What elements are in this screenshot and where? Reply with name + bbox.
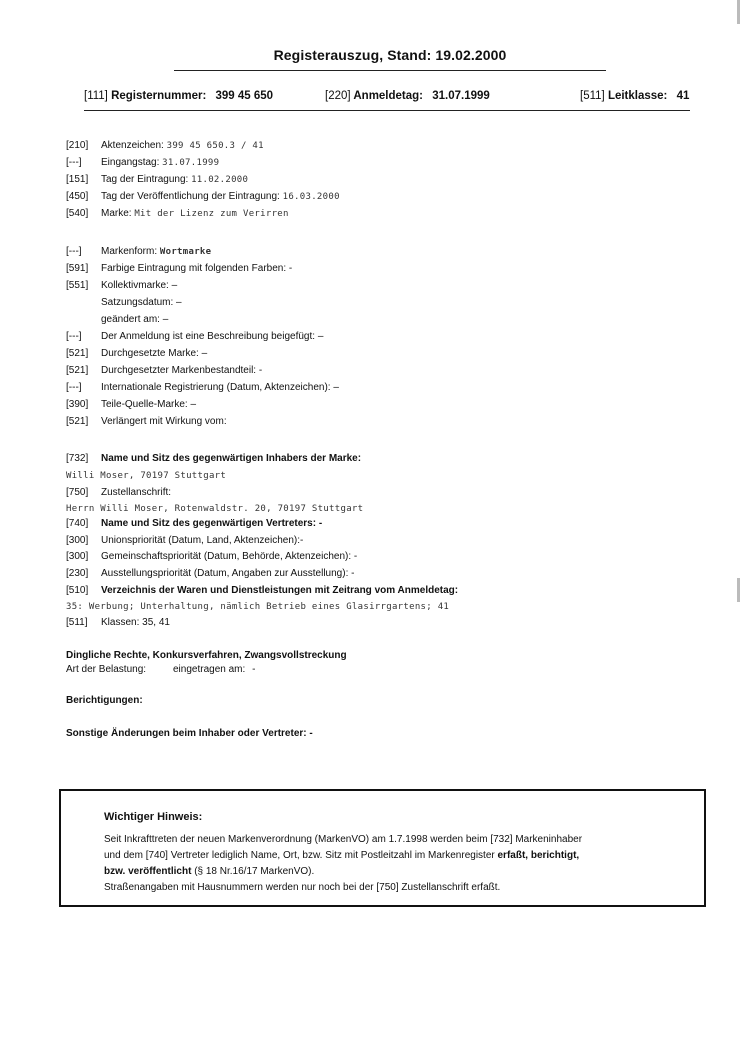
row-code: [300] — [66, 535, 89, 546]
sonstige-value: - — [309, 728, 313, 739]
row-code: [732] — [66, 453, 89, 464]
registernummer-value: 399 45 650 — [215, 90, 274, 102]
sonstige-label: Sonstige Änderungen beim Inhaber oder Vertreter: — [66, 728, 307, 739]
eingangstag-row — [66, 154, 219, 172]
internationale-registrierung-row — [66, 379, 339, 396]
warenverzeichnis-row — [66, 582, 458, 599]
eingetragen-label: eingetragen am: — [173, 664, 246, 675]
header-rule — [84, 110, 690, 111]
row-value: 16.03.2000 — [282, 192, 340, 202]
geaendert-row — [66, 311, 168, 328]
notice-line-3-emphasis: bzw. veröffentlicht — [104, 866, 192, 877]
row-value: – — [190, 399, 197, 410]
leitklasse-field — [580, 90, 689, 102]
row-value: - — [288, 263, 293, 274]
row-value: – — [201, 348, 208, 359]
row-value: 11.02.2000 — [191, 175, 249, 185]
anmeldetag-label: Anmeldetag: — [353, 90, 424, 102]
dingliche-rechte-heading: Dingliche Rechte, Konkursverfahren, Zwangsvollstreckung — [66, 650, 347, 661]
klassen-row — [66, 614, 170, 631]
gemeinschaftsprioritaet-row — [66, 548, 357, 565]
eintragung-row — [66, 171, 248, 189]
row-code: [---] — [66, 382, 82, 393]
zustellanschrift-row — [66, 484, 171, 501]
row-value: – — [176, 297, 182, 308]
anmeldetag-value: 31.07.1999 — [432, 90, 490, 102]
eingetragen-value: - — [252, 664, 256, 675]
markenform-row — [66, 243, 211, 261]
row-label: Der Anmeldung ist eine Beschreibung beigefügt: — [101, 331, 316, 342]
zustellanschrift-address: Herrn Willi Moser, Rotenwaldstr. 20, 70197 Stuttgart — [66, 504, 364, 514]
leitklasse-value: 41 — [676, 90, 690, 102]
row-label: Klassen: — [101, 617, 140, 628]
row-code: [151] — [66, 174, 89, 185]
row-value: - — [351, 568, 355, 579]
notice-line-2-text: und dem [740] Vertreter lediglich Name, Ort, bzw. Sitz mit Postleitzahl im Markenregister — [104, 850, 495, 861]
row-label: Verlängert mit Wirkung vom: — [101, 416, 227, 427]
row-label: Aktenzeichen: — [101, 140, 164, 151]
belastung-label: Art der Belastung: — [66, 664, 147, 675]
row-code: [521] — [66, 348, 89, 359]
row-label: Zustellanschrift: — [101, 487, 172, 498]
row-value: - — [300, 535, 304, 546]
leitklasse-code: [511] — [580, 90, 605, 102]
row-label: Tag der Veröffentlichung der Eintragung: — [101, 191, 280, 202]
row-code: [---] — [66, 157, 82, 168]
berichtigungen-heading: Berichtigungen: — [66, 695, 143, 706]
row-label: Eingangstag: — [101, 157, 160, 168]
notice-line-4: Straßenangaben mit Hausnummern werden nur noch bei der [750] Zustellanschrift erfaßt. — [104, 882, 501, 893]
row-value: Mit der Lizenz zum Verirren — [134, 209, 289, 219]
marke-row — [66, 205, 289, 223]
row-code: [511] — [66, 617, 88, 628]
farbige-eintragung-row — [66, 260, 292, 277]
anmeldetag-code: [220] — [325, 90, 351, 102]
inhaber-row — [66, 450, 361, 467]
registernummer-code: [111] — [84, 90, 108, 102]
vertreter-row — [66, 515, 322, 532]
row-label: geändert am: — [101, 314, 160, 325]
row-code: [---] — [66, 331, 82, 342]
aktenzeichen-row — [66, 137, 264, 155]
row-code: [390] — [66, 399, 89, 410]
row-code: [450] — [66, 191, 89, 202]
title-rule — [174, 70, 606, 71]
row-code: [591] — [66, 263, 89, 274]
row-value: Wortmarke — [159, 247, 212, 257]
row-label: Unionspriorität (Datum, Land, Aktenzeichen): — [101, 535, 300, 546]
notice-line-2 — [104, 848, 684, 864]
ausstellungsprioritaet-row — [66, 565, 354, 582]
notice-line-3 — [104, 864, 684, 880]
row-value: 35, 41 — [142, 617, 170, 628]
row-label: Name und Sitz des gegenwärtigen Inhabers der Marke: — [101, 453, 362, 464]
row-code: [521] — [66, 365, 89, 376]
row-code: [230] — [66, 568, 89, 579]
row-code: [300] — [66, 551, 89, 562]
row-value: - — [258, 365, 263, 376]
satzungsdatum-row — [66, 294, 182, 311]
row-label: Name und Sitz des gegenwärtigen Vertreters: — [101, 518, 317, 529]
row-label: Markenform: — [101, 246, 158, 257]
row-code: [740] — [66, 518, 89, 529]
row-label: Tag der Eintragung: — [101, 174, 189, 185]
veroeffentlichung-row — [66, 188, 340, 206]
registernummer-label: Registernummer: — [111, 90, 207, 102]
row-label: Teile-Quelle-Marke: — [101, 399, 188, 410]
row-label: Internationale Registrierung (Datum, Aktenzeichen): — [101, 382, 331, 393]
row-code: [551] — [66, 280, 89, 291]
inhaber-value — [66, 467, 226, 485]
notice-line-2-emphasis: erfaßt, berichtigt, — [497, 850, 580, 861]
page-title: Registerauszug, Stand: 19.02.2000 — [273, 47, 507, 63]
anmeldetag-field — [325, 90, 490, 102]
wichtiger-hinweis-box — [59, 789, 706, 907]
teile-quelle-row — [66, 396, 196, 413]
row-value: – — [171, 280, 178, 291]
waren-text: 35: Werbung; Unterhaltung, nämlich Betrieb eines Glasirrgartens; 41 — [66, 602, 450, 612]
row-value: 399 45 650.3 / 41 — [166, 141, 264, 151]
notice-text — [104, 832, 684, 896]
row-code: [750] — [66, 487, 89, 498]
row-value: – — [333, 382, 339, 393]
row-label: Durchgesetzte Marke: — [101, 348, 199, 359]
registernummer-field — [84, 90, 273, 102]
row-code: [---] — [66, 246, 82, 257]
inhaber-name: Willi Moser, 70197 Stuttgart — [66, 471, 227, 481]
row-value: 31.07.1999 — [162, 158, 220, 168]
belastung-row — [66, 661, 255, 678]
markenbestandteil-row — [66, 362, 262, 379]
row-label: Durchgesetzter Markenbestandteil: — [101, 365, 257, 376]
row-label: Gemeinschaftspriorität (Datum, Behörde, Aktenzeichen): — [101, 551, 352, 562]
row-label: Kollektivmarke: — [101, 280, 169, 291]
row-label: Farbige Eintragung mit folgenden Farben: — [101, 263, 287, 274]
row-label: Marke: — [101, 208, 132, 219]
row-value: - — [353, 551, 358, 562]
row-code: [540] — [66, 208, 89, 219]
sonstige-aenderungen-row — [66, 725, 313, 742]
notice-title: Wichtiger Hinweis: — [104, 811, 203, 823]
unionsprioritaet-row — [66, 532, 303, 549]
notice-line-1: Seit Inkrafttreten der neuen Markenverordnung (MarkenVO) am 1.7.1998 werden beim [732] Markeninhaber — [104, 834, 583, 845]
row-code: [210] — [66, 140, 89, 151]
row-code: [510] — [66, 585, 89, 596]
row-value: – — [162, 314, 169, 325]
row-value: - — [318, 518, 323, 529]
durchgesetzte-marke-row — [66, 345, 207, 362]
row-value: – — [317, 331, 324, 342]
beschreibung-row — [66, 328, 323, 345]
verlaengert-row — [66, 413, 227, 430]
notice-line-3-text: (§ 18 Nr.16/17 MarkenVO). — [194, 866, 315, 877]
row-label: Ausstellungspriorität (Datum, Angaben zur Ausstellung): — [101, 568, 349, 579]
row-label: Verzeichnis der Waren und Dienstleistungen mit Zeitrang vom Anmeldetag: — [101, 585, 459, 596]
kollektivmarke-row — [66, 277, 177, 294]
row-code: [521] — [66, 416, 89, 427]
row-label: Satzungsdatum: — [101, 297, 174, 308]
leitklasse-label: Leitklasse: — [607, 90, 668, 102]
